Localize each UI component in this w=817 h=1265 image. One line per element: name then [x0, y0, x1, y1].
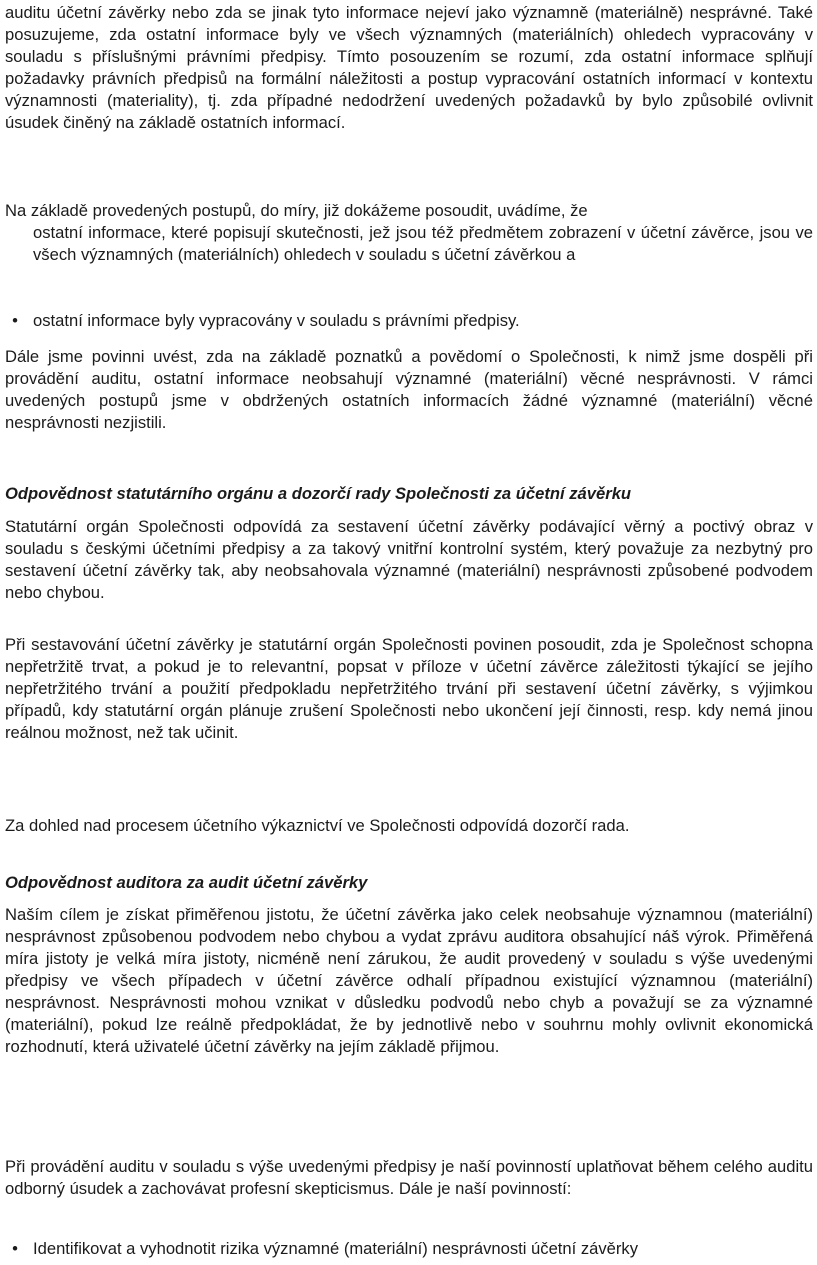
paragraph-procedures-intro: Na základě provedených postupů, do míry, již dokážeme posoudit, uvádíme, že: [5, 201, 588, 220]
paragraph-professional-judgement: Při provádění auditu v souladu s výše uvedenými předpisy je naší povinností uplatňovat během celého auditu odborný úsudek a zachovávat profesní skepticismus. Dále je naší povinností:: [5, 1157, 813, 1198]
section-heading-auditor-responsibility: Odpovědnost auditora za audit účetní závěrky: [5, 873, 368, 892]
paragraph-statutory-body-responsibility: Statutární orgán Společnosti odpovídá za sestavení účetní závěrky podávající věrný a poctivý obraz v souladu s českými účetními předpisy a za takový vnitřní kontrolní systém, který považuje za nezbytný pro sestavení účetní závěrky tak, aby neobsahovala významné (materiální) nesprávnosti způsobené podvodem nebo chybou.: [5, 517, 813, 602]
list-item: ostatní informace byly vypracovány v souladu s právními předpisy.: [33, 311, 520, 330]
paragraph-audit-objective: Naším cílem je získat přiměřenou jistotu, že účetní závěrka jako celek neobsahuje významnou (materiální) nesprávnost způsobenou podvodem nebo chybou a vydat zprávu auditora obsahující náš výrok. Přiměřená míra jistoty je velká míra jistoty, nicméně není zárukou, že audit provedený v souladu s výše uvedenými předpisy ve všech případech v účetní závěrce odhalí případnou existující významnou (materiální) nesprávnost. Nesprávnosti mohou vznikat v důsledku podvodů nebo chyb a považují se za významné (materiální), pokud lze reálně předpokládat, že by jednotlivě nebo v souhrnu mohly ovlivnit ekonomická rozhodnutí, která uživatelé účetní závěrky na jejím základě přijmou.: [5, 905, 813, 1056]
list-item: ostatní informace, které popisují skutečnosti, jež jsou též předmětem zobrazení v účetní závěrce, jsou ve všech významných (materiálních) ohledech v souladu s účetní závěrkou a: [33, 223, 813, 264]
list-item: Identifikovat a vyhodnotit rizika významné (materiální) nesprávnosti účetní závěrky: [33, 1239, 639, 1258]
paragraph-misstatement-statement: Dále jsme povinni uvést, zda na základě poznatků a povědomí o Společnosti, k nimž jsme dospěli při provádění auditu, ostatní informace neobsahují významné (materiální) věcné nesprávnosti. V rámci uvedených postupů jsme v obdržených ostatních informacích žádné významné (materiální) věcné nesprávnosti nezjistili.: [5, 347, 813, 432]
paragraph-other-information-review: auditu účetní závěrky nebo zda se jinak tyto informace nejeví jako významně (materiálně) nesprávné. Také posuzujeme, zda ostatní informace byly ve všech významných (materiálních) ohledech vypracovány v souladu s příslušnými právními předpisy. Tímto posouzením se rozumí, zda ostatní informace splňují požadavky právních předpisů na formální náležitosti a postup vypracování ostatních informací v kontextu významnosti (materiality), tj. zda případné nedodržení uvedených požadavků by bylo způsobilé ovlivnit úsudek činěný na základě ostatních informací.: [5, 3, 813, 132]
section-heading-management-responsibility: Odpovědnost statutárního orgánu a dozorčí rady Společnosti za účetní závěrku: [5, 484, 632, 503]
paragraph-supervisory-board: Za dohled nad procesem účetního výkaznictví ve Společnosti odpovídá dozorčí rada.: [5, 816, 630, 835]
bullet-dot-icon: •: [12, 1239, 18, 1258]
bullet-dot-icon: •: [12, 311, 18, 330]
paragraph-going-concern: Při sestavování účetní závěrky je statutární orgán Společnosti povinen posoudit, zda je Společnost schopna nepřetržitě trvat, a pokud je to relevantní, popsat v příloze v účetní závěrce záležitosti týkající se jejího nepřetržitého trvání a použití předpokladu nepřetržitého trvání při sestavení účetní závěrky, s výjimkou případů, kdy statutární orgán plánuje zrušení Společnosti nebo ukončení její činnosti, resp. kdy nemá jinou reálnou možnost, než tak učinit.: [5, 635, 813, 742]
